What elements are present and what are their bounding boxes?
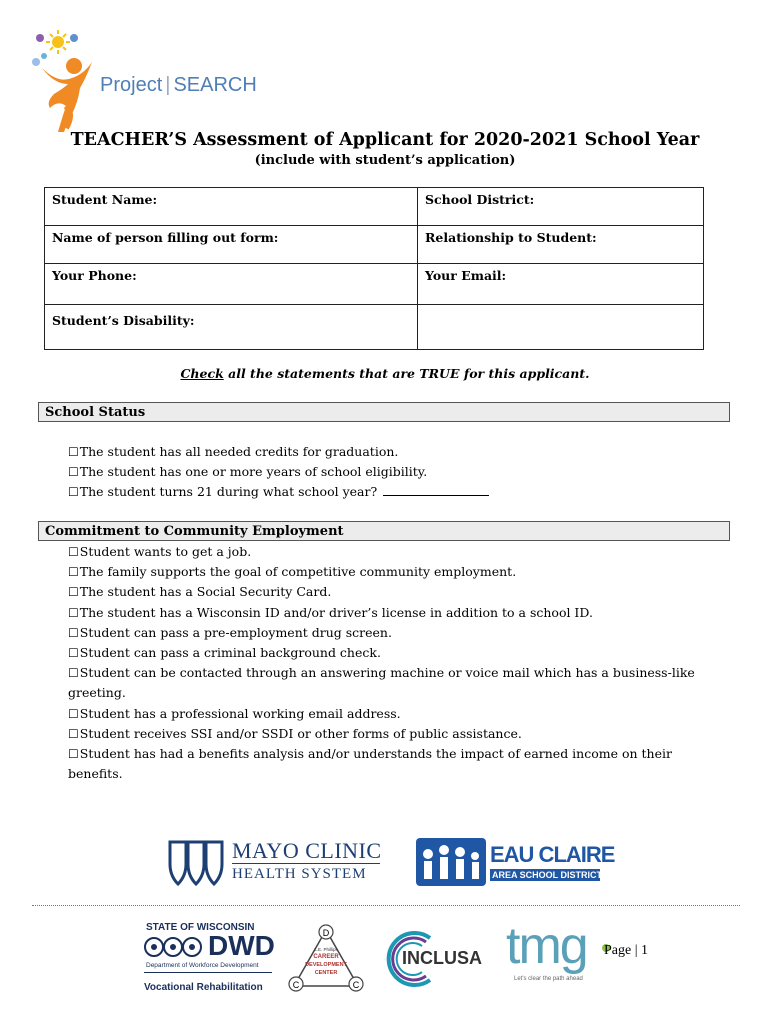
checklist-item-text: The student has a Wisconsin ID and/or driver’s license in addition to a school ID. [79, 604, 593, 620]
checklist-item[interactable] [68, 643, 718, 663]
mayo-line1: MAYO CLINIC [232, 838, 382, 863]
checklist-item-text: Student can be contacted through an answering machine or voice mail which has a business-like greeting. [68, 665, 695, 701]
checkbox-icon[interactable]: ☐ [68, 585, 79, 600]
inclusa-word: INCLUSA [402, 948, 482, 968]
checkbox-icon[interactable]: ☐ [68, 565, 79, 580]
student-name-field[interactable]: Student Name: [45, 188, 418, 226]
checkbox-icon[interactable]: ☐ [68, 666, 79, 681]
eau-claire-logo [416, 838, 615, 888]
tmg-logo [506, 917, 618, 994]
dwd-divider [144, 972, 272, 973]
school-status-list [68, 442, 718, 503]
checkbox-icon[interactable]: ☐ [68, 625, 79, 640]
logo-word-project: Project [100, 74, 163, 96]
inclusa-logo [380, 928, 480, 990]
tmg-word: tmg [506, 917, 587, 975]
page-number: Page | 1 [604, 943, 649, 958]
cdc-line3: CENTER [314, 970, 338, 976]
checklist-item[interactable] [68, 603, 718, 623]
mayo-clinic-logo [168, 838, 383, 888]
checklist-item[interactable] [68, 663, 718, 703]
school-district-field[interactable]: School District: [418, 188, 704, 226]
checklist-item-text: The student has one or more years of school eligibility. [79, 464, 428, 480]
checklist-item[interactable] [68, 442, 718, 462]
dwd-circles-icon [144, 936, 204, 958]
dwd-abbr: DWD [208, 930, 275, 961]
relationship-field[interactable]: Relationship to Student: [418, 226, 704, 264]
checklist-item[interactable] [68, 542, 718, 562]
phone-field[interactable]: Your Phone: [45, 264, 418, 305]
checklist-item-text: Student can pass a pre-employment drug screen. [79, 624, 392, 640]
checklist-item[interactable] [68, 724, 718, 744]
cdc-top: L.E. Phillips [314, 947, 338, 952]
page-title: TEACHER’S Assessment of Applicant for 2020-2021 School Year [70, 130, 700, 150]
svg-text:D: D [322, 928, 330, 938]
dwd-state: STATE OF WISCONSIN [146, 922, 255, 933]
checkbox-icon[interactable]: ☐ [68, 605, 79, 620]
eau-line1: EAU CLAIRE [490, 842, 615, 867]
checklist-item-text: Student wants to get a job. [79, 544, 252, 559]
page-subtitle: (include with student’s application) [254, 153, 516, 168]
checkbox-icon[interactable]: ☐ [68, 485, 79, 500]
checklist-item[interactable] [68, 562, 718, 582]
checkbox-icon[interactable]: ☐ [68, 445, 79, 459]
eau-line2: AREA SCHOOL DISTRICT [492, 870, 603, 880]
commitment-list [68, 542, 718, 784]
checkbox-icon[interactable]: ☐ [68, 706, 79, 721]
footer-divider [32, 905, 740, 906]
eau-people-icon [416, 838, 486, 886]
dwd-logo [142, 922, 277, 998]
school-year-blank[interactable] [383, 494, 489, 496]
disability-field[interactable]: Student’s Disability: [45, 305, 418, 350]
project-search-wordmark: Project | SEARCH [100, 74, 257, 96]
checkbox-icon[interactable]: ☐ [68, 726, 79, 741]
mayo-line2: HEALTH SYSTEM [232, 866, 367, 882]
checklist-item-text: The student has all needed credits for graduation. [79, 444, 399, 459]
tmg-tagline: Let's clear the path ahead [514, 976, 583, 982]
checkbox-icon[interactable]: ☐ [68, 545, 79, 559]
checklist-item-text: Student receives SSI and/or SSDI or other forms of public assistance. [79, 725, 522, 741]
checkbox-icon[interactable]: ☐ [68, 747, 79, 762]
checklist-item[interactable] [68, 482, 718, 502]
checklist-item-text: The family supports the goal of competitive community employment. [79, 564, 517, 580]
checklist-item-text: The student has a Social Security Card. [79, 584, 332, 600]
checkbox-icon[interactable]: ☐ [68, 646, 79, 661]
cdc-line2: DEVELOPMENT [305, 962, 347, 968]
cdc-line1: CAREER [313, 954, 339, 960]
svg-text:C: C [292, 980, 300, 990]
checklist-item-text: Student has a professional working email address. [79, 705, 401, 721]
applicant-info-table [44, 187, 704, 350]
person-filling-field[interactable]: Name of person filling out form: [45, 226, 418, 264]
checklist-item[interactable] [68, 744, 718, 784]
email-field[interactable]: Your Email: [418, 264, 704, 305]
career-development-center-logo [288, 922, 364, 996]
checklist-item[interactable] [68, 623, 718, 643]
instructions [0, 366, 770, 381]
section-header-commitment: Commitment to Community Employment [38, 521, 730, 541]
checklist-item-text: Student can pass a criminal background check. [79, 645, 381, 661]
checklist-item-text: The student turns 21 during what school year? [79, 484, 378, 500]
instructions-check-word: Check [180, 366, 224, 381]
logo-word-search: SEARCH [173, 74, 257, 96]
checklist-item[interactable] [68, 462, 718, 482]
mayo-shield-icon [168, 840, 224, 886]
checklist-item-text: Student has had a benefits analysis and/or understands the impact of earned income on their benefits. [68, 746, 672, 782]
svg-text:C: C [352, 980, 360, 990]
checkbox-icon[interactable]: ☐ [68, 465, 79, 480]
checklist-item[interactable] [68, 704, 718, 724]
dwd-dept: Department of Workforce Development [146, 962, 259, 969]
mayo-divider [232, 863, 380, 864]
section-header-school-status: School Status [38, 402, 730, 422]
checklist-item[interactable] [68, 582, 718, 602]
disability-blank-cell[interactable] [418, 305, 704, 350]
instructions-text: all the statements that are TRUE for this applicant. [223, 366, 590, 381]
dwd-vr: Vocational Rehabilitation [144, 982, 263, 993]
